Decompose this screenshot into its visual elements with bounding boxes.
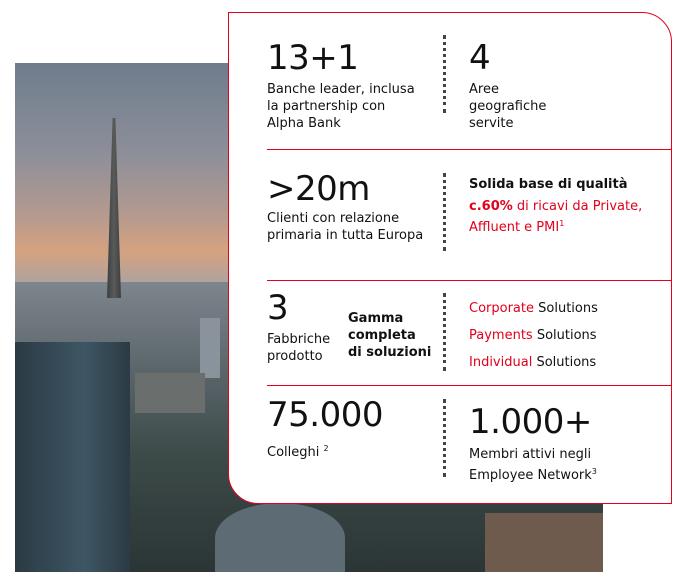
solution-accent: Corporate [469, 301, 534, 316]
banks-value: 13+1 [267, 38, 359, 78]
solution-rest: Solutions [534, 301, 598, 316]
solution-item [469, 295, 598, 322]
label-line: Aree [469, 82, 499, 97]
divider [267, 149, 671, 150]
members-label [469, 446, 597, 484]
label-line: prodotto [267, 349, 323, 364]
label-line: di soluzioni [348, 345, 432, 360]
tower-spire [107, 118, 121, 298]
clients-label [267, 210, 423, 244]
building [135, 373, 205, 413]
solution-accent: Individual [469, 355, 533, 370]
banks-label [267, 81, 415, 132]
tower [15, 342, 130, 572]
label-line: la partnership con [267, 99, 386, 114]
solution-rest: Solutions [532, 355, 597, 370]
dotted-divider [443, 173, 446, 251]
solution-item [469, 349, 598, 376]
areas-label [469, 81, 546, 132]
clients-value: >20m [267, 169, 370, 209]
label-line: Fabbriche [267, 332, 331, 347]
building [215, 503, 345, 572]
solution-accent: Payments [469, 328, 533, 343]
divider [267, 280, 671, 281]
label-line: completa [348, 328, 416, 343]
dotted-divider [443, 35, 446, 113]
solution-rest: Solutions [532, 328, 597, 343]
quality-text-2: Affluent e PMI [469, 220, 560, 235]
building [200, 318, 220, 378]
dotted-divider [443, 399, 446, 477]
label-line: servite [469, 116, 514, 131]
label-line: Membri attivi negli [469, 447, 592, 462]
building [485, 513, 603, 572]
label-line: Banche leader, inclusa [267, 82, 415, 97]
areas-value: 4 [469, 38, 491, 78]
solution-item [469, 322, 598, 349]
factories-label [267, 331, 330, 365]
quality-title: Solida base di qualità [469, 177, 628, 192]
label-line: Alpha Bank [267, 116, 341, 131]
solutions-list [469, 295, 598, 376]
label-line: Clienti con relazione [267, 211, 400, 226]
label-line: geografiche [469, 99, 547, 114]
colleagues-value: 75.000 [267, 395, 383, 435]
range-label [348, 310, 431, 361]
footnote: 2 [323, 444, 329, 453]
quality-highlight: c.60% [469, 199, 513, 214]
factories-value: 3 [267, 288, 289, 328]
label-line: Gamma [348, 311, 404, 326]
quality-text [469, 198, 642, 236]
colleagues-label [267, 440, 329, 461]
members-value: 1.000+ [469, 402, 592, 442]
footnote: 3 [591, 467, 597, 476]
dotted-divider [443, 293, 446, 371]
footnote: 1 [559, 219, 565, 228]
divider [267, 385, 671, 386]
label-line: primaria in tutta Europa [267, 228, 424, 243]
quality-text-1: di ricavi da Private, [512, 199, 643, 214]
label-line: Employee Network [469, 468, 592, 483]
label-line: Colleghi [267, 445, 320, 460]
key-figures-card [228, 12, 672, 504]
